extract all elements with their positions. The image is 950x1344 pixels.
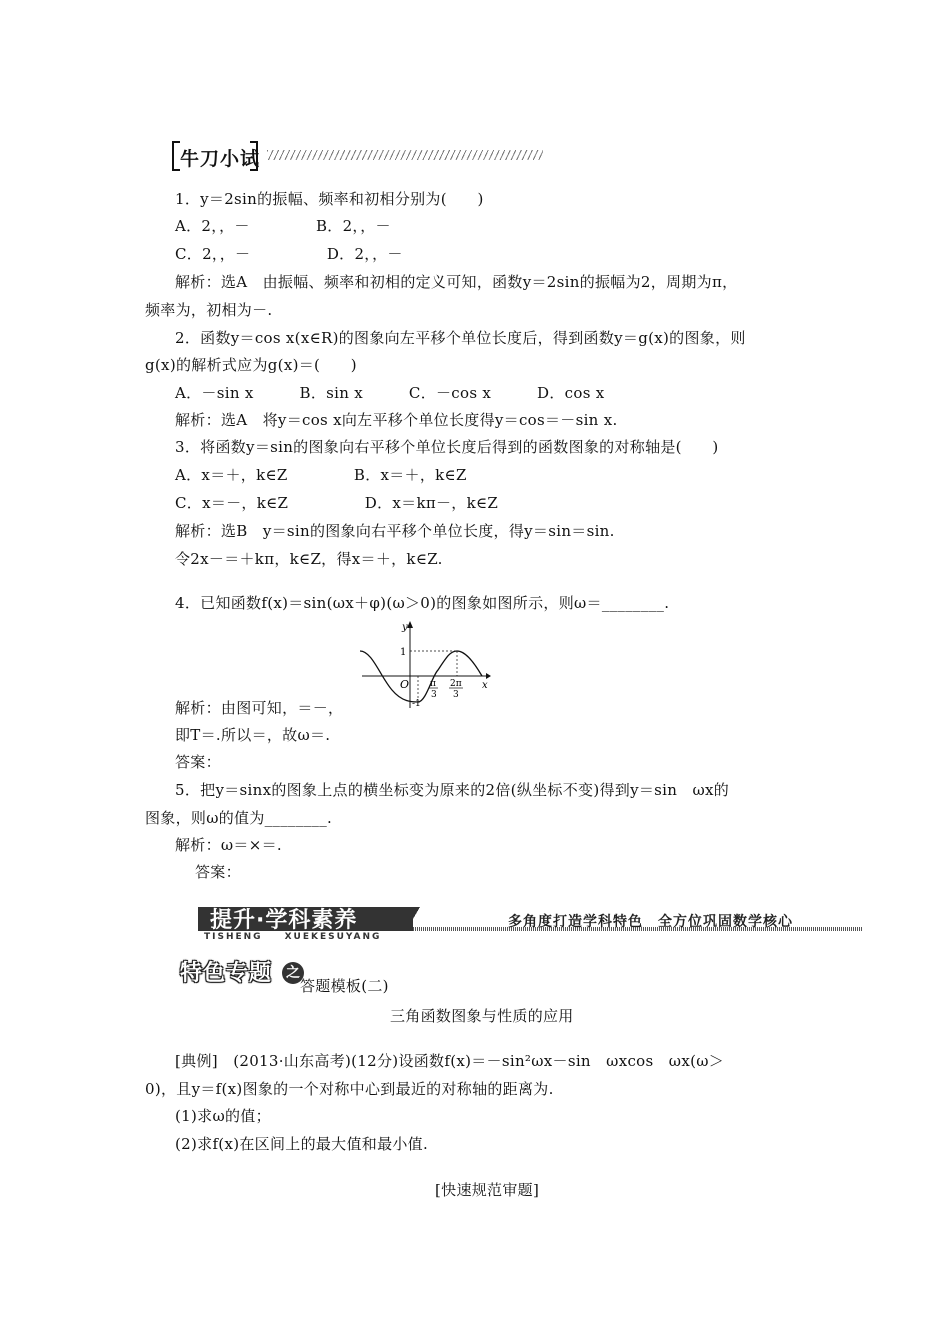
p1-stem: 1．y＝2sin的振幅、频率和初相分别为( ) (175, 190, 484, 208)
tick-label-minus-one: -1 (412, 699, 421, 709)
section-header-niudao (172, 141, 262, 171)
p2-stem-1: 2．函数y＝cos x(x∈R)的图象向左平移个单位长度后，得到函数y＝g(x)的图象，则 (175, 329, 746, 347)
section-title: 牛刀小试 (180, 148, 261, 170)
p1-options-ab: A．2，，－ B．2，，－ (175, 217, 391, 235)
p3-stem: 3．将函数y＝sin的图象向右平移个单位长度后得到的函数图象的对称轴是( ) (175, 438, 719, 456)
tick-label-one: 1 (400, 647, 407, 658)
tick-2pi3-numerator: 2π (450, 679, 462, 689)
p3-solution-2: 令2x－＝＋kπ，k∈Z，得x＝＋，k∈Z. (175, 550, 443, 568)
badge-tese (178, 956, 308, 986)
p2-solution: 解析：选A 将y＝cos x向左平移个单位长度得y＝cos＝－sin x. (175, 411, 618, 429)
p1-solution-2: 频率为，初相为－. (145, 301, 273, 319)
origin-label: O (400, 678, 410, 691)
p5-solution: 解析：ω＝×＝. (175, 836, 282, 854)
p3-options-cd: C．x＝－，k∈Z D．x＝kπ－，k∈Z (175, 494, 499, 512)
banner-tisheng (198, 901, 863, 941)
banner-pinyin: TISHENG XUEKESUYANG (204, 932, 382, 942)
p4-solution-1: 解析：由图可知，＝－， (175, 699, 344, 717)
tick-pi3-numerator: π (430, 679, 436, 689)
y-axis-label: y (402, 622, 408, 633)
p1-solution-1: 解析：选A 由振幅、频率和初相的定义可知，函数y＝2sin的振幅为2，周期为π， (175, 273, 738, 291)
p5-answer: 答案： (195, 863, 241, 881)
p1-options-cd: C．2，，－ D．2，，－ (175, 245, 403, 263)
sine-graph (360, 618, 492, 710)
tese-subtitle: 答题模板(二) (300, 977, 389, 995)
bracket-right (250, 141, 258, 171)
bracket-left (172, 141, 180, 171)
x-axis-label: x (482, 680, 488, 691)
banner-slogan: 多角度打造学科特色 全方位巩固数学核心 (508, 914, 793, 930)
example-line-1: [典例] (2013·山东高考)(12分)设函数f(x)＝－sin²ωx－sin ωxcos ωx(ω＞ (175, 1052, 725, 1070)
example-q2: (2)求f(x)在区间上的最大值和最小值. (175, 1135, 429, 1153)
p5-stem-2: 图象，则ω的值为________. (145, 809, 333, 827)
p3-solution-1: 解析：选B y＝sin的图象向右平移个单位长度，得y＝sin＝sin. (175, 522, 615, 540)
p3-options-ab: A．x＝＋，k∈Z B．x＝＋，k∈Z (175, 466, 467, 484)
p5-stem-1: 5．把y＝sinx的图象上点的横坐标变为原来的2倍(纵坐标不变)得到y＝sin ωx的 (175, 781, 730, 799)
p2-stem-2: g(x)的解析式应为g(x)＝( ) (145, 356, 357, 374)
example-q1: (1)求ω的值； (175, 1107, 271, 1125)
p2-options: A．－sin x B．sin x C．－cos x D．cos x (175, 384, 605, 402)
example-line-2: 0)，且y＝f(x)图象的一个对称中心到最近的对称轴的距离为. (145, 1080, 554, 1098)
tick-2pi3-denominator: 3 (453, 690, 459, 700)
tick-pi3-denominator: 3 (431, 690, 437, 700)
footer-label: [快速规范审题] (435, 1181, 540, 1199)
p4-answer: 答案： (175, 753, 221, 771)
center-title: 三角函数图象与性质的应用 (390, 1007, 574, 1025)
banner-title: 提升·学科素养 (210, 908, 358, 933)
y-axis-arrow (407, 621, 413, 628)
hatch-divider (267, 150, 543, 160)
tese-title: 特色专题 (180, 961, 273, 986)
p4-stem: 4．已知函数f(x)＝sin(ωx＋φ)(ω＞0)的图象如图所示，则ω＝________. (175, 594, 670, 612)
tese-zhi: 之 (282, 962, 304, 984)
p4-solution-2: 即T＝.所以＝，故ω＝. (175, 726, 331, 744)
x-axis-arrow (486, 673, 491, 679)
